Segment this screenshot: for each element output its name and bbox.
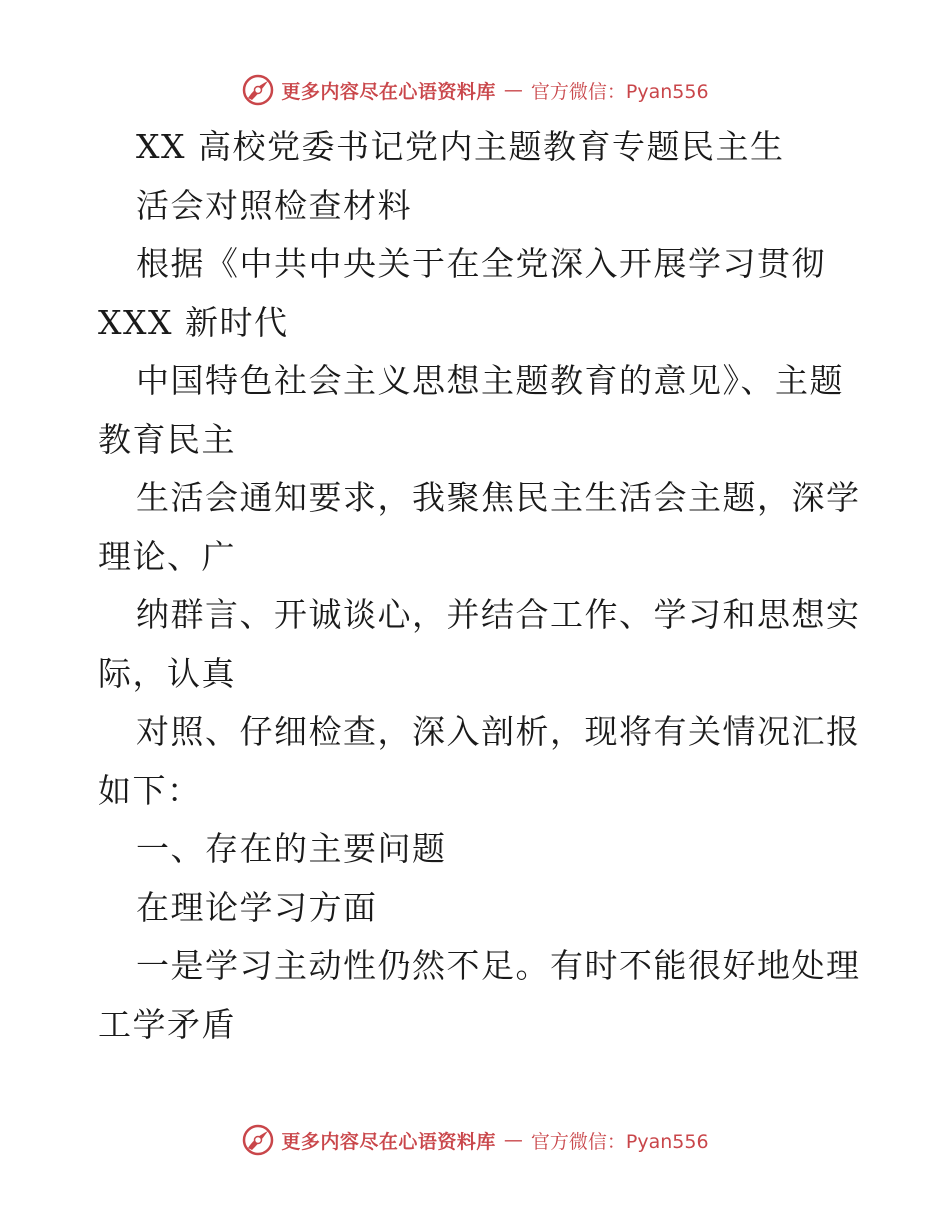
- watermark-separator: —: [503, 1129, 523, 1151]
- pen-logo-icon: [241, 1123, 275, 1157]
- doc-line: 一是学习主动性仍然不足。有时不能很好地处理: [136, 946, 861, 985]
- footer-watermark: [0, 1120, 950, 1160]
- document-body: [98, 118, 861, 1054]
- doc-line: 理论、广: [98, 536, 236, 576]
- doc-line: 纳群言、开诚谈心，并结合工作、学习和思想实: [136, 595, 861, 634]
- doc-line: 教育民主: [98, 419, 236, 459]
- doc-line: 生活会通知要求，我聚焦民主生活会主题，深学: [136, 478, 861, 517]
- doc-line: 对照、仔细检查，深入剖析，现将有关情况汇报: [136, 712, 861, 751]
- section-heading: 一、存在的主要问题: [136, 829, 447, 868]
- watermark-brand-text: 更多内容尽在心语资料库: [281, 80, 496, 103]
- doc-line: 工学矛盾: [98, 1004, 236, 1044]
- doc-line: 如下：: [98, 770, 202, 810]
- watermark-brand-text: 更多内容尽在心语资料库: [281, 1130, 496, 1153]
- subsection-heading: 在理论学习方面: [136, 887, 378, 927]
- doc-line: 中国特色社会主义思想主题教育的意见》、主题: [136, 361, 844, 400]
- header-watermark: [0, 70, 950, 110]
- doc-line: XX 高校党委书记党内主题教育专题民主生: [136, 127, 785, 166]
- pen-logo-icon: [241, 73, 275, 107]
- watermark-wechat-text: 官方微信：Pyan556: [530, 1130, 709, 1153]
- doc-line: 根据《中共中央关于在全党深入开展学习贯彻: [136, 244, 826, 283]
- doc-line: 际，认真: [98, 653, 236, 693]
- watermark-separator: —: [503, 79, 523, 101]
- doc-line: 活会对照检查材料: [136, 185, 412, 225]
- doc-line: XXX 新时代: [98, 302, 289, 342]
- watermark-wechat-text: 官方微信：Pyan556: [530, 80, 709, 103]
